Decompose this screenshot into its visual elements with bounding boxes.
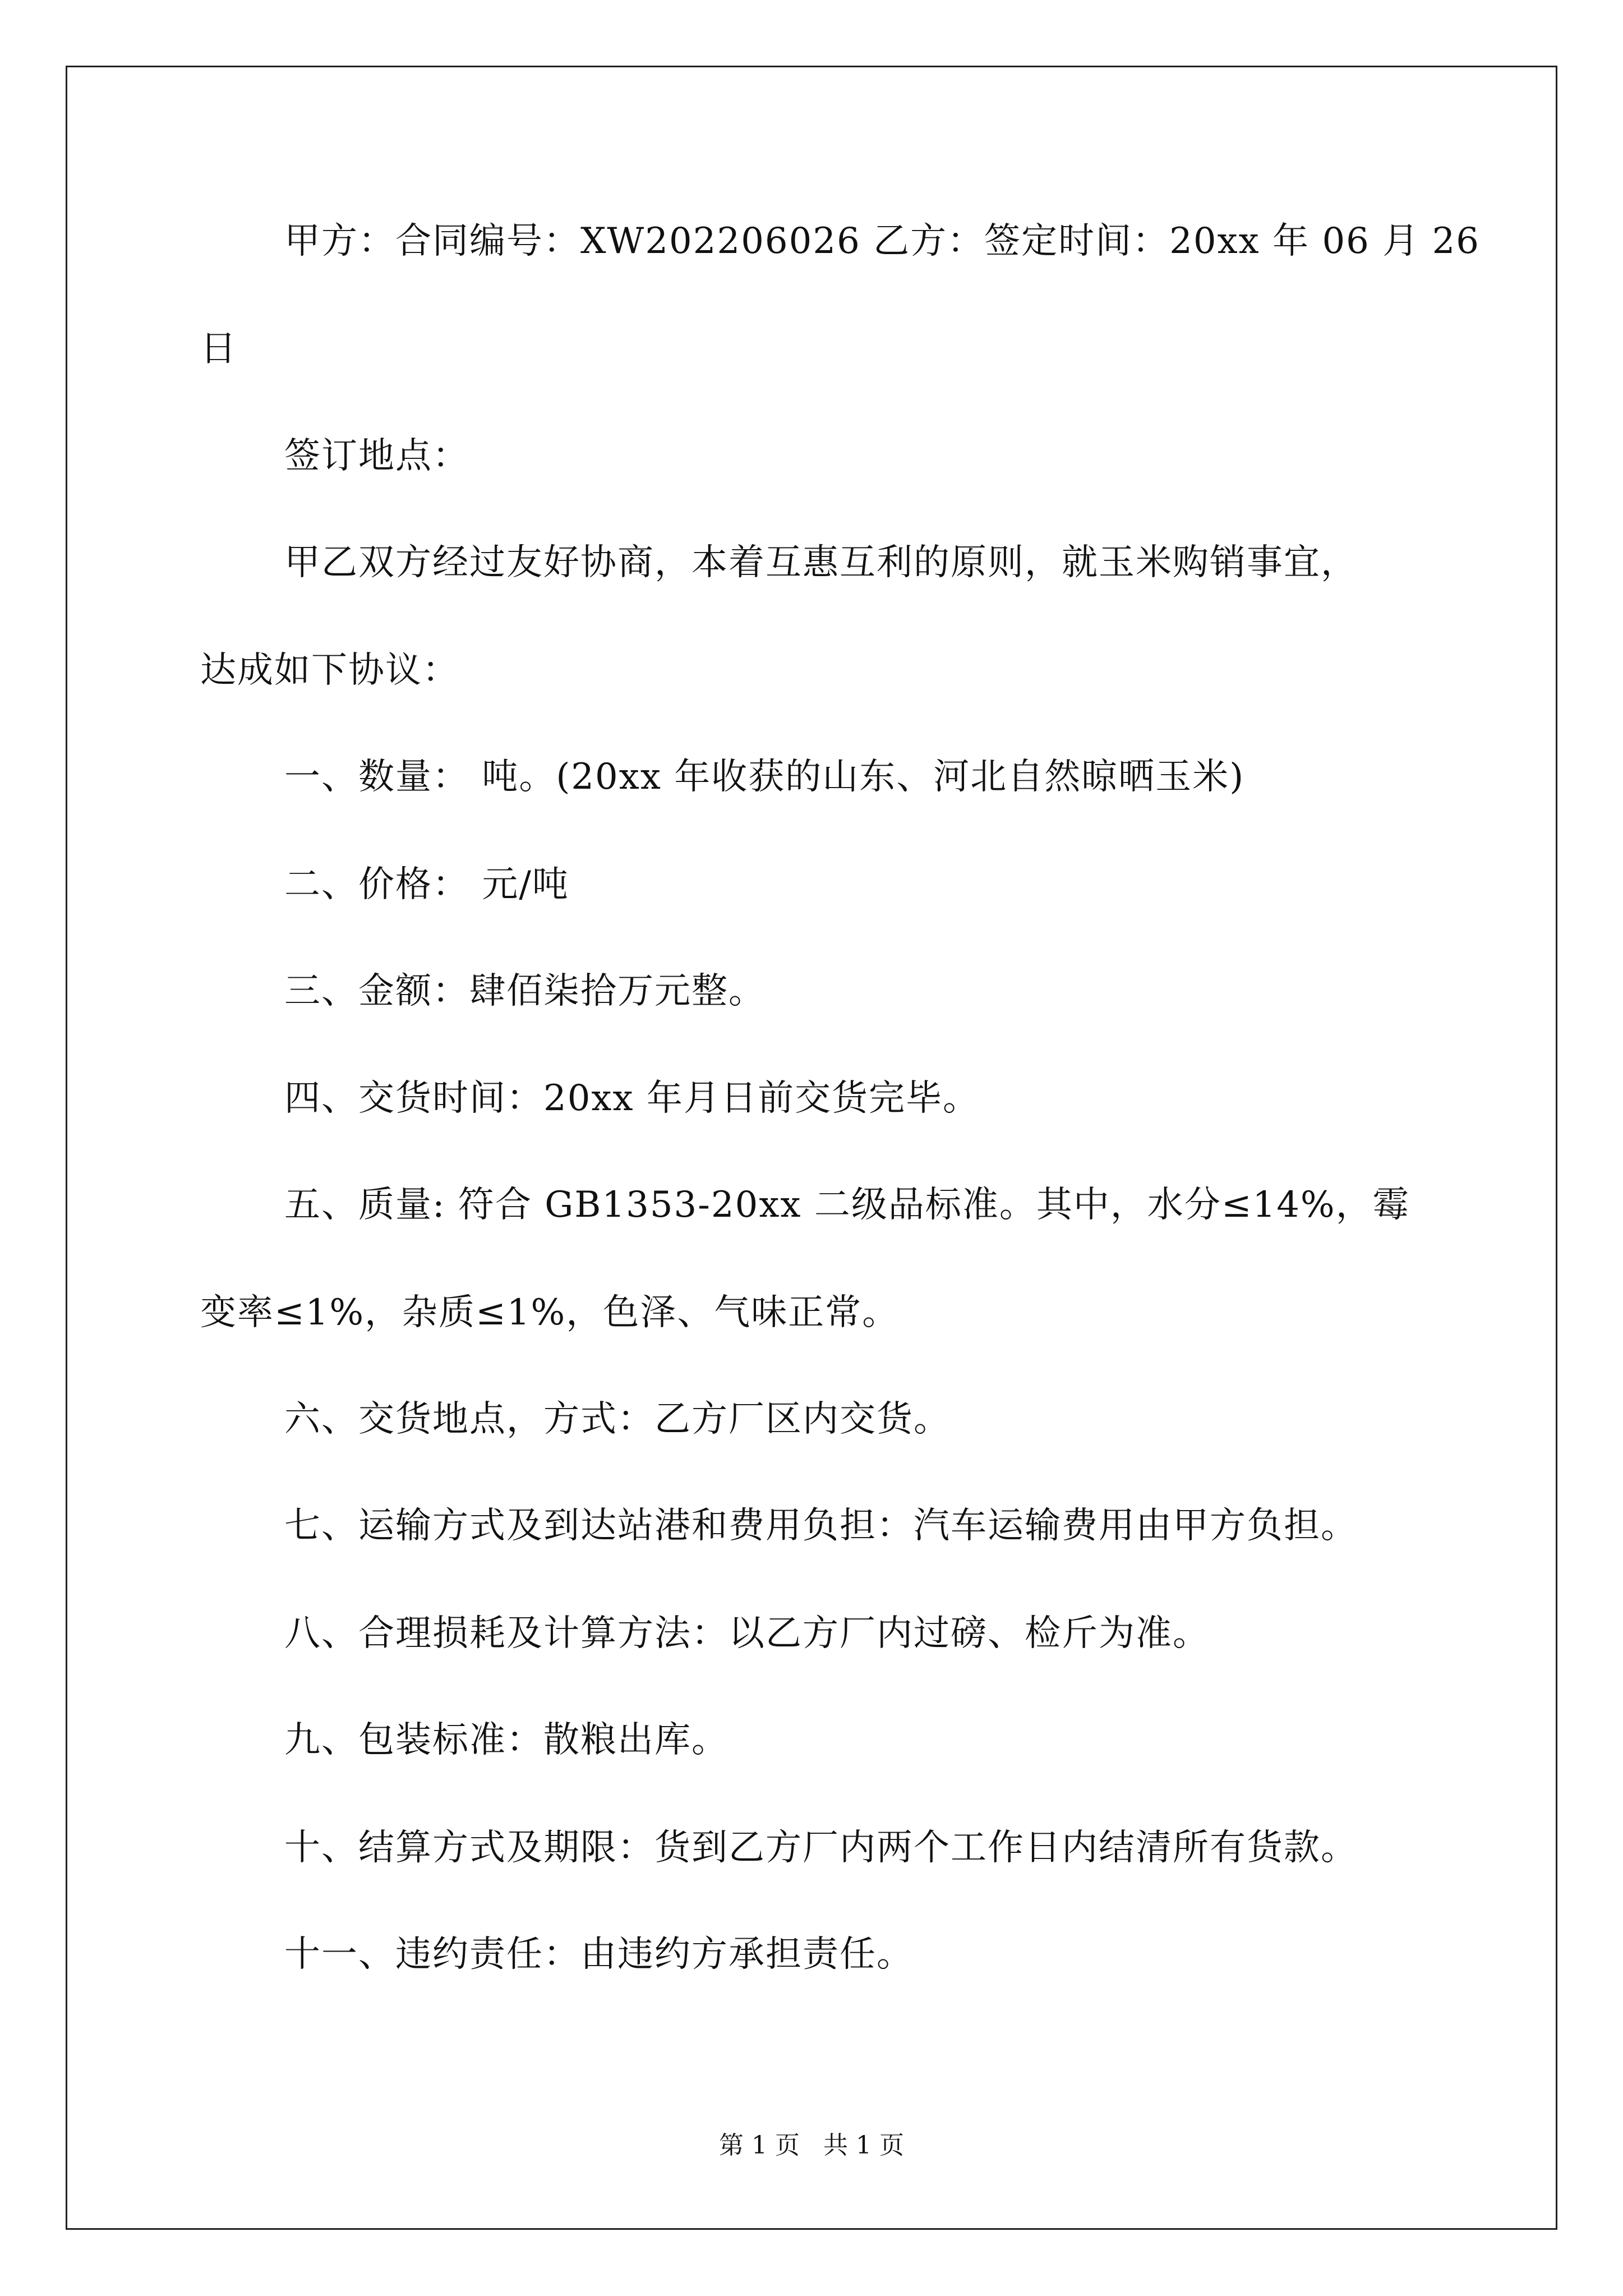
signing-location: 签订地点： bbox=[284, 435, 469, 477]
clause-delivery-place: 六、交货地点，方式：乙方厂区内交货。 bbox=[284, 1398, 951, 1440]
clause-quantity: 一、数量： 吨。(20xx 年收获的山东、河北自然晾晒玉米) bbox=[284, 756, 1245, 798]
clause-delivery-time: 四、交货时间：20xx 年月日前交货完毕。 bbox=[284, 1078, 980, 1119]
clause-transport: 七、运输方式及到达站港和费用负担：汽车运输费用由甲方负担。 bbox=[284, 1505, 1358, 1547]
clause-amount: 三、金额：肆佰柒拾万元整。 bbox=[284, 970, 766, 1012]
preamble-line: 甲乙双方经过友好协商，本着互惠互利的原则，就玉米购销事宜， bbox=[284, 542, 1358, 583]
clause-settlement: 十、结算方式及期限：货到乙方厂内两个工作日内结清所有货款。 bbox=[284, 1827, 1358, 1869]
page-footer bbox=[0, 2125, 1623, 2161]
page-border bbox=[66, 66, 1557, 2230]
clause-quality: 五、质量: 符合 GB1353-20xx 二级品标准。其中，水分≤14%，霉 bbox=[284, 1184, 1410, 1226]
clause-liability: 十一、违约责任：由违约方承担责任。 bbox=[284, 1934, 914, 1975]
clause-quality-cont: 变率≤1%，杂质≤1%，色泽、气味正常。 bbox=[200, 1292, 900, 1333]
preamble-line-cont: 达成如下协议： bbox=[200, 650, 459, 691]
clause-price: 二、价格： 元/吨 bbox=[284, 864, 569, 905]
page-number-current: 第 1 页 bbox=[719, 2131, 800, 2160]
clause-loss-calculation: 八、合理损耗及计算方法：以乙方厂内过磅、检斤为准。 bbox=[284, 1613, 1210, 1654]
party-header-line-cont: 日 bbox=[200, 328, 237, 370]
party-header-line: 甲方：合同编号：XW202206026 乙方：签定时间：20xx 年 06 月 26 bbox=[284, 220, 1481, 262]
clause-packaging: 九、包装标准：散粮出库。 bbox=[284, 1719, 728, 1761]
page-number-total: 共 1 页 bbox=[823, 2131, 904, 2160]
